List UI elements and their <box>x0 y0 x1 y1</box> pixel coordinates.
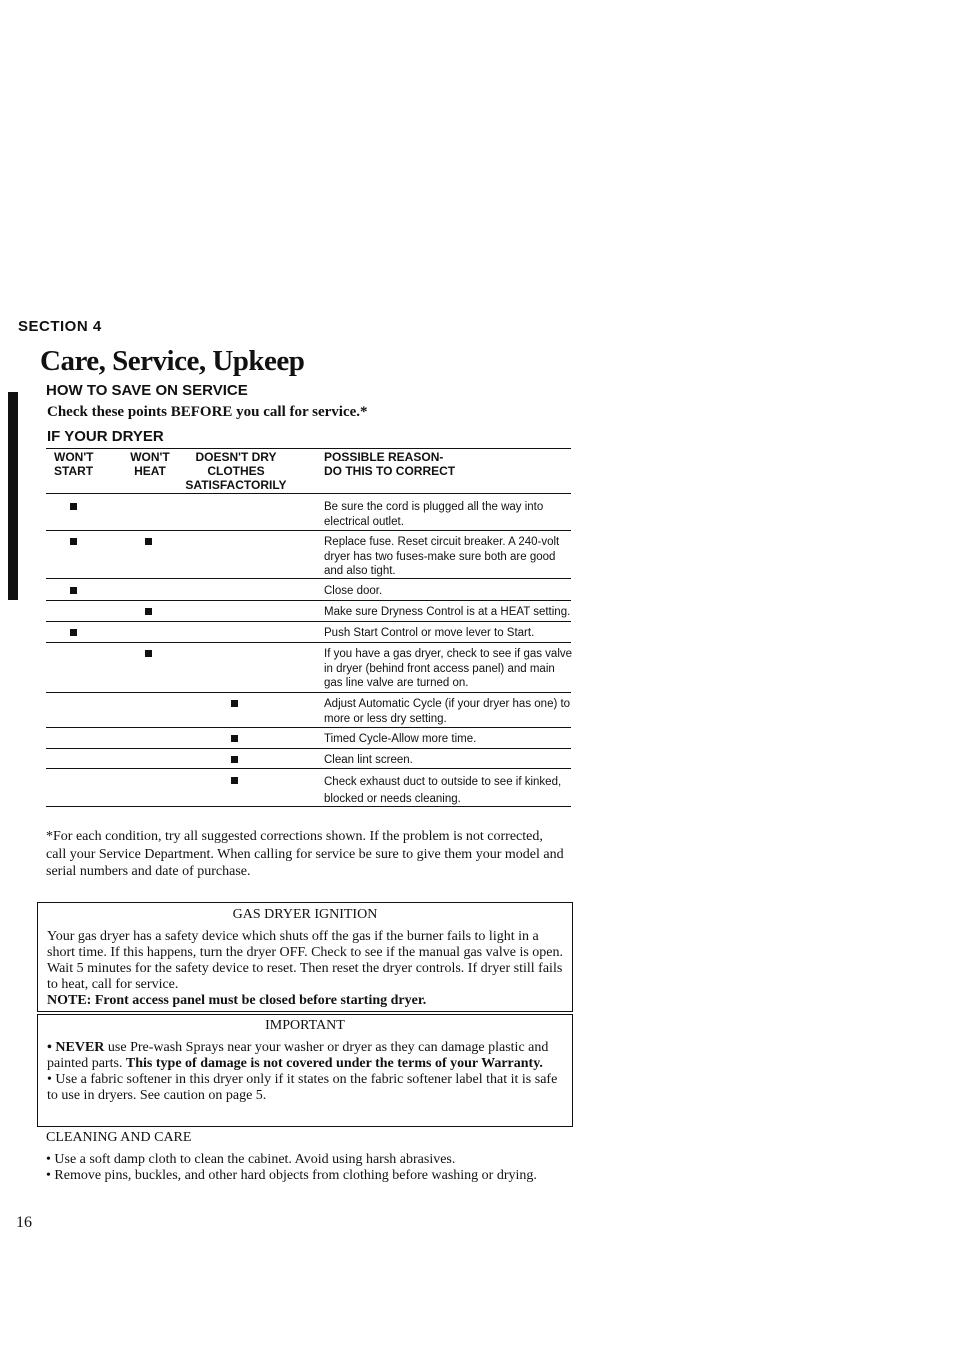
section-label: SECTION 4 <box>18 318 102 335</box>
page-number: 16 <box>16 1214 32 1231</box>
header-possible-reason: POSSIBLE REASON- DO THIS TO CORRECT <box>324 450 456 478</box>
marker-wont-start <box>70 587 77 594</box>
cleaning-heading: CLEANING AND CARE <box>46 1130 192 1145</box>
gas-box-body: Your gas dryer has a safety device which shuts off the gas if the burner fails to light in a short time. If this happens, turn the dryer OFF. Check to see if the manual gas valve is open. Wait 5 minutes for the safety device to reset. Then reset the dryer controls. If dryer still fails to heat, call for service. <box>47 929 563 992</box>
reason-text: Timed Cycle-Allow more time. <box>324 733 477 745</box>
header-bottom-rule <box>46 493 571 494</box>
marker-wont-start <box>70 503 77 510</box>
row-divider <box>46 748 571 749</box>
marker-doesnt-dry <box>231 700 238 707</box>
marker-wont-heat <box>145 538 152 545</box>
row-divider <box>46 727 571 728</box>
marker-doesnt-dry <box>231 777 238 784</box>
reason-text: Push Start Control or move lever to Start. <box>324 627 535 639</box>
row-divider <box>46 768 571 769</box>
reason-text: Clean lint screen. <box>324 754 413 766</box>
marker-wont-start <box>70 538 77 545</box>
important-title: IMPORTANT <box>265 1018 345 1033</box>
row-divider <box>46 578 571 579</box>
subheading-how-to: HOW TO SAVE ON SERVICE <box>46 382 248 399</box>
row-divider <box>46 642 571 643</box>
table-bottom-rule <box>46 806 571 807</box>
check-points-line: Check these points BEFORE you call for service.* <box>47 404 368 420</box>
row-divider <box>46 600 571 601</box>
reason-text: Be sure the cord is plugged all the way into electrical outlet. <box>324 501 544 528</box>
gas-box-note: NOTE: Front access panel must be closed before starting dryer. <box>47 993 427 1008</box>
cleaning-item: • Remove pins, buckles, and other hard objects from clothing before washing or drying. <box>46 1168 537 1183</box>
margin-bar <box>8 392 18 600</box>
gas-box-title: GAS DRYER IGNITION <box>232 907 378 922</box>
reason-text: Close door. <box>324 585 383 597</box>
gas-dryer-ignition-box <box>37 902 573 1012</box>
header-wont-heat: WON'T HEAT <box>130 450 170 478</box>
reason-text: Replace fuse. Reset circuit breaker. A 240-volt dryer has two fuses-make sure both are good and also tight. <box>324 536 560 577</box>
reason-text: If you have a gas dryer, check to see if gas valve in dryer (behind front access panel) and main gas line valve are turned on. <box>324 648 573 689</box>
important-box <box>37 1014 573 1127</box>
marker-doesnt-dry <box>231 756 238 763</box>
cleaning-item: • Use a soft damp cloth to clean the cabinet. Avoid using harsh abrasives. <box>46 1152 456 1167</box>
row-divider <box>46 692 571 693</box>
row-divider <box>46 530 571 531</box>
table-top-rule <box>46 448 571 449</box>
header-doesnt-dry: DOESN'T DRY CLOTHES SATISFACTORILY <box>185 450 287 492</box>
reason-text: Adjust Automatic Cycle (if your dryer has one) to more or less dry setting. <box>324 698 571 725</box>
marker-wont-heat <box>145 608 152 615</box>
important-paragraph-2: • Use a fabric softener in this dryer only if it states on the fabric softener label that it is safe to use in dryers. See caution on page 5. <box>47 1072 558 1103</box>
footnote: *For each condition, try all suggested corrections shown. If the problem is not corrected, call your Service Department. When calling for service be sure to give them your model and serial numbers and date of purchase. <box>46 829 564 879</box>
if-your-dryer-heading: IF YOUR DRYER <box>47 428 164 445</box>
row-divider <box>46 621 571 622</box>
reason-text: Make sure Dryness Control is at a HEAT setting. <box>324 606 571 618</box>
header-wont-start: WON'T START <box>54 450 94 478</box>
important-paragraph-1: • NEVER use Pre-wash Sprays near your washer or dryer as they can damage plastic and painted parts. This type of damage is not covered under the terms of your Warranty. <box>47 1040 549 1071</box>
marker-wont-start <box>70 629 77 636</box>
marker-doesnt-dry <box>231 735 238 742</box>
reason-text: Check exhaust duct to outside to see if kinked, blocked or needs cleaning. <box>324 776 562 805</box>
marker-wont-heat <box>145 650 152 657</box>
page-title: Care, Service, Upkeep <box>40 345 305 377</box>
